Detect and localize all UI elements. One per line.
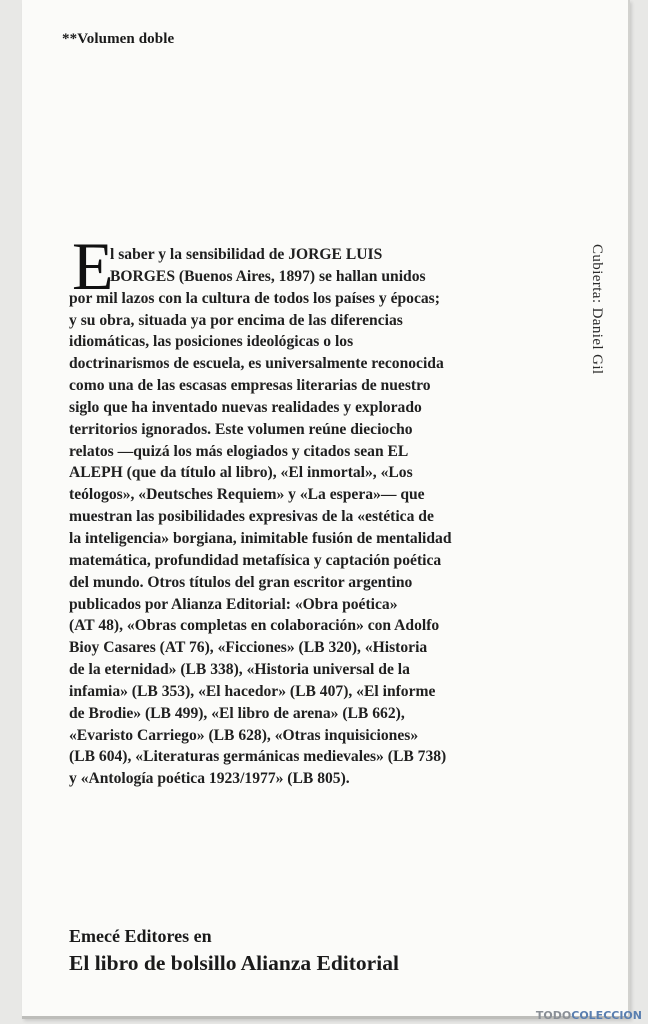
blurb-line: y su obra, situada ya por encima de las diferencias [69,311,403,329]
cover-credit: Cubierta: Daniel Gil [589,244,605,375]
watermark-part-2: COLECCION [571,1009,642,1022]
blurb-line: siglo que ha inventado nuevas realidades y explorado [69,398,422,416]
publisher-line-1: Emecé Editores en [69,926,212,946]
blurb-line: relatos —quizá los más elogiados y citados sean EL [69,442,409,460]
blurb-line: Bioy Casares (AT 76), «Ficciones» (LB 320), «Historia [69,639,428,657]
blurb-line: teólogos», «Deutsches Requiem» y «La espera»— que [69,486,425,504]
blurb-line: territorios ignorados. Este volumen reúne dieciocho [69,420,413,438]
blurb-line: idiomáticas, las posiciones ideológicas o los [69,333,354,351]
blurb-line: infamia» (LB 353), «El hacedor» (LB 407), «El informe [69,682,436,700]
blurb-line: la inteligencia» borgiana, inimitable fusión de mentalidad [69,529,452,547]
blurb-text [69,244,552,790]
blurb-line: por mil lazos con la cultura de todos los países y épocas; [69,289,440,307]
blurb-line: ALEPH (que da título al libro), «El inmortal», «Los [69,464,413,482]
drop-cap: E [72,228,114,304]
blurb-line: de la eternidad» (LB 338), «Historia universal de la [69,661,410,679]
blurb-line: (LB 604), «Literaturas germánicas medievales» (LB 738) [69,748,447,766]
watermark [536,1009,642,1022]
watermark-part-1: TODO [535,1009,572,1022]
blurb-line: l saber y la sensibilidad de JORGE LUIS [110,246,383,263]
blurb-line: muestran las posibilidades expresivas de la «estética de [69,508,434,526]
blurb-line: BORGES (Buenos Aires, 1897) se hallan unidos [110,267,426,285]
blurb-line: publicados por Alianza Editorial: «Obra poética» [69,595,398,613]
volume-tag: **Volumen doble [62,31,175,47]
blurb-line: doctrinarismos de escuela, es universalmente reconocida [69,355,444,373]
blurb-line: de Brodie» (LB 499), «El libro de arena» (LB 662), [69,704,405,722]
blurb-line: como una de las escasas empresas literarias de nuestro [69,377,431,395]
publisher-line-2: El libro de bolsillo Alianza Editorial [69,951,399,975]
blurb-line: «Evaristo Carriego» (LB 628), «Otras inquisiciones» [69,726,419,744]
blurb-line: del mundo. Otros títulos del gran escritor argentino [69,573,413,591]
blurb-line: matemática, profundidad metafísica y captación poética [69,551,442,569]
blurb-line: (AT 48), «Obras completas en colaboración» con Adolfo [69,617,440,635]
blurb-line: y «Antología poética 1923/1977» (LB 805). [69,770,350,788]
